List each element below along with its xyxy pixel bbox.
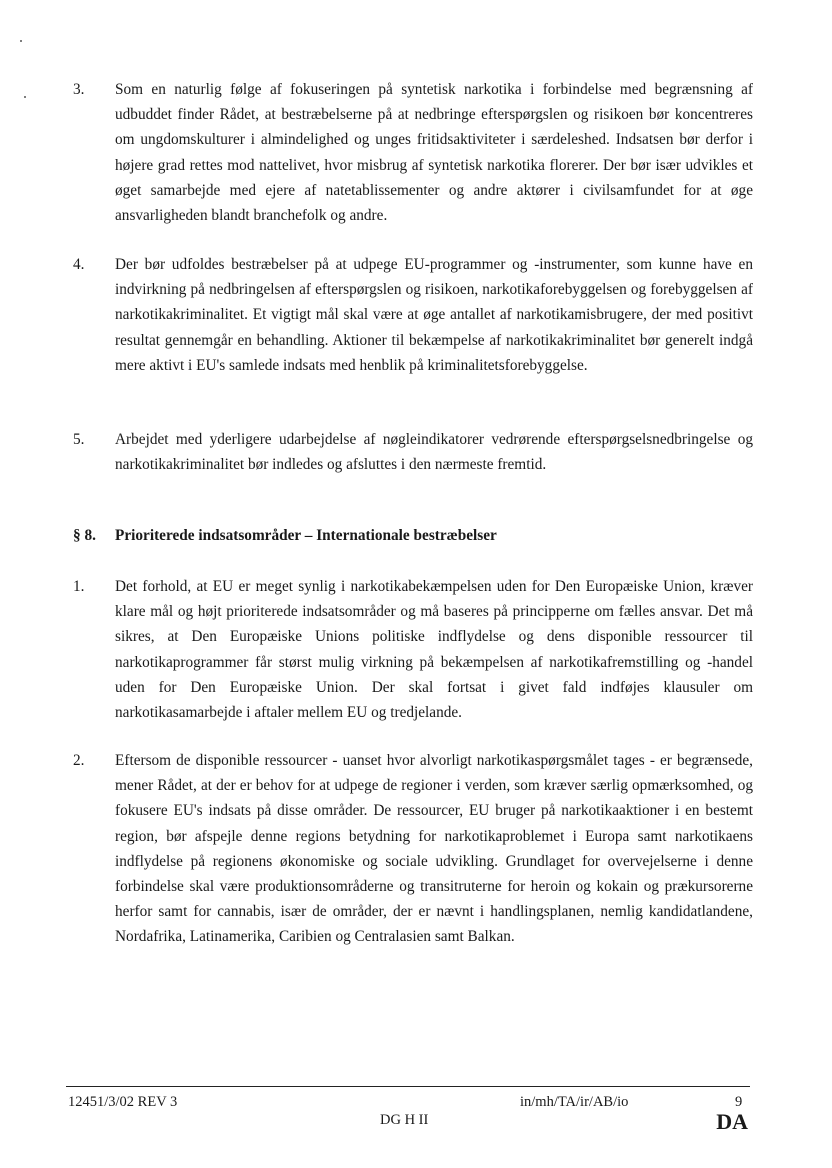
item-text: Det forhold, at EU er meget synlig i narkotikabekæmpelsen uden for Den Europæiske Union, kræver klare mål og højt prioriterede indsatsområder og må baseres på principperne om fælles ansvar. Det må sikres, at Den Europæiske Unions politiske indflydelse og dens disponible ressourcer til narkotikaprogrammer får størst mulig virkning på bekæmpelsen af narkotikafremstilling og -handel uden for Den Europæiske Union. Der skal fortsat i givet fald indføjes klausuler om narkotikasamarbejde i aftaler mellem EU og tredjelande. xyxy=(115,578,753,722)
section-heading xyxy=(73,527,497,545)
item-number: 2. xyxy=(73,752,85,769)
language-code: DA xyxy=(716,1109,748,1134)
list-item xyxy=(73,252,753,378)
list-item xyxy=(73,427,753,477)
list-item xyxy=(73,574,753,725)
item-number: 3. xyxy=(73,81,85,98)
section-number: § 8. xyxy=(73,527,96,544)
scan-speck xyxy=(20,40,22,42)
scan-speck xyxy=(24,96,26,98)
item-text: Eftersom de disponible ressourcer - uanset hvor alvorligt narkotikaspørgsmålet tages - er begrænsede, mener Rådet, at der er behov for at udpege de regioner i verden, som kræver særlig opmærksomhed, og fokusere EU's indsats på disse områder. De ressourcer, EU bruger på narkotikaaktioner i en bestemt region, bør afspejle denne regions betydning for narkotikaproblemet i Europa samt narkotikaens indflydelse på regionens økonomiske og sociale udvikling. Grundlaget for overvejelserne i denne forbindelse skal være produktionsområderne og transitruterne for heroin og kokain og prækursorerne herfor samt for cannabis, især de områder, der er nævnt i handlingsplanen, nemlig kandidatlandene, Nordafrika, Latinamerika, Caribien og Centralasien samt Balkan. xyxy=(115,752,753,946)
item-text: Der bør udfoldes bestræbelser på at udpege EU-programmer og -instrumenter, som kunne have en indvirkning på nedbringelsen af efterspørgslen og risikoen, narkotikaforebyggelsen og forebyggelsen af narkotikakriminalitet. Et vigtigt mål skal være at øge antallet af narkotikamisbrugere, der med positivt resultat gennemgår en behandling. Aktioner til bekæmpelse af narkotikakriminalitet bør generelt indgå mere aktivt i EU's samlede indsats med henblik på kriminalitetsforebyggelse. xyxy=(115,256,753,374)
item-number: 4. xyxy=(73,256,85,273)
section-title: Prioriterede indsatsområder – Internationale bestræbelser xyxy=(115,527,497,544)
directorate: DG H II xyxy=(380,1112,429,1128)
list-item xyxy=(73,77,753,228)
list-item xyxy=(73,748,753,950)
footer-divider xyxy=(66,1086,750,1087)
item-number: 1. xyxy=(73,578,85,595)
item-number: 5. xyxy=(73,431,85,448)
document-reference: 12451/3/02 REV 3 xyxy=(68,1094,178,1110)
item-text: Arbejdet med yderligere udarbejdelse af nøgleindikatorer vedrørende efterspørgselsnedbringelse og narkotikakriminalitet bør indledes og afsluttes i den nærmeste fremtid. xyxy=(115,431,753,474)
item-text: Som en naturlig følge af fokuseringen på syntetisk narkotika i forbindelse med begrænsning af udbuddet finder Rådet, at bestræbelserne på at nedbringe efterspørgslen og risikoen bør koncentreres om ungdomskulturer i almindelighed og unges fritidsaktiviteter i særdeleshed. Indsatsen bør derfor i højere grad rettes mod nattelivet, hvor misbrug af syntetisk narkotika florerer. Der bør især udvikles et øget samarbejde med ejere af natetablissementer og andre aktører i civilsamfundet for at øge ansvarligheden blandt branchefolk og andre. xyxy=(115,81,753,225)
author-initials: in/mh/TA/ir/AB/io xyxy=(520,1094,629,1110)
page-number: 9 xyxy=(735,1094,743,1110)
